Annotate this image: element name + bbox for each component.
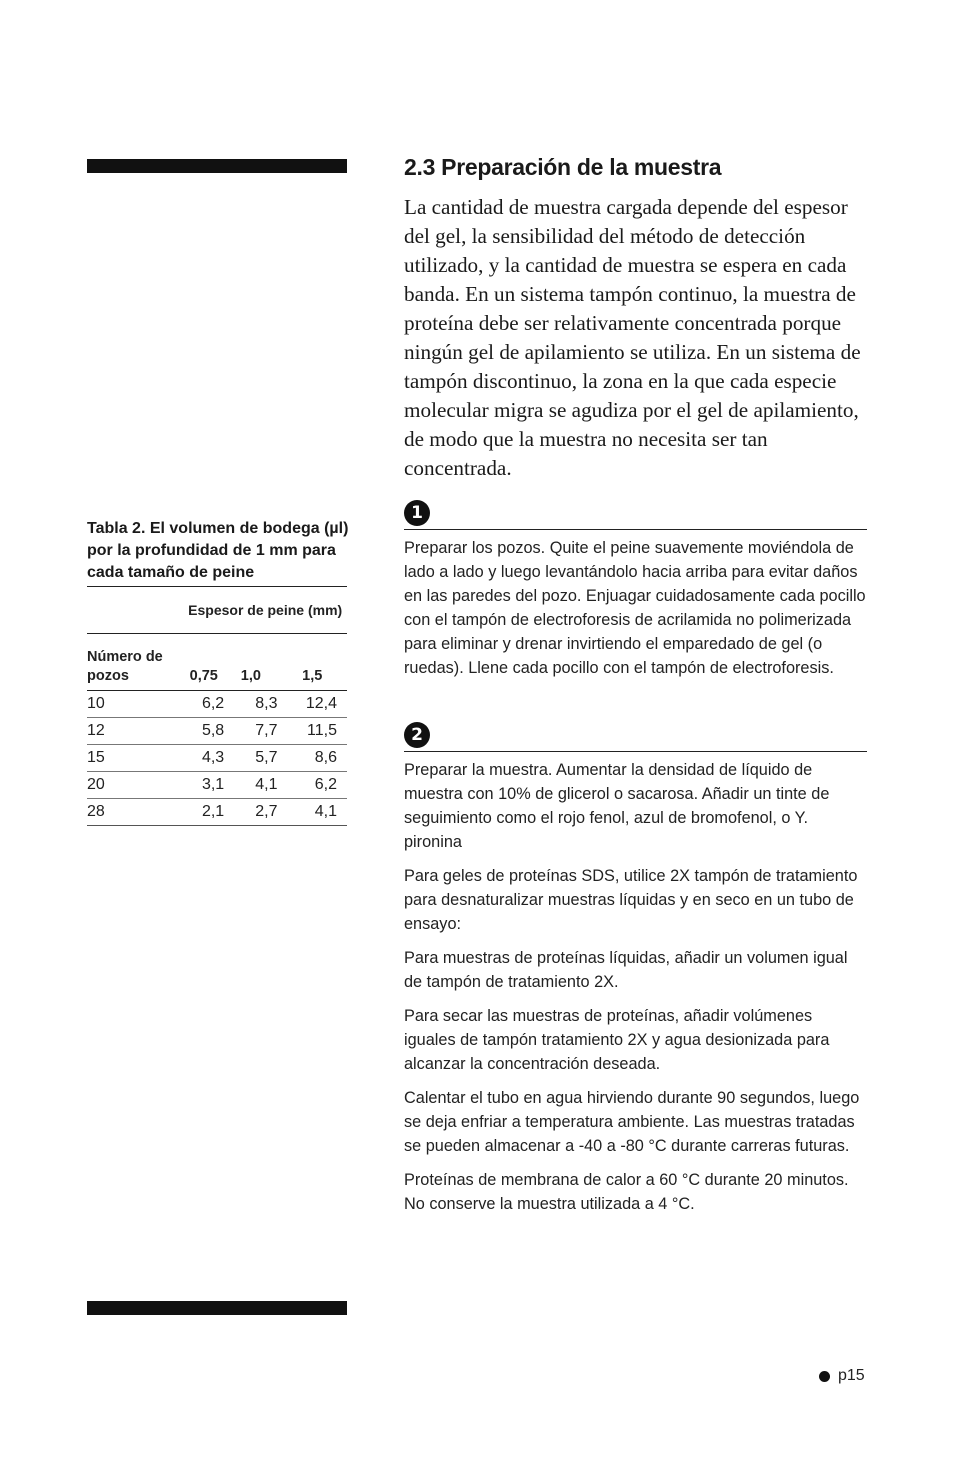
step-paragraph: Para secar las muestras de proteínas, añadir volúmenes iguales de tampón tratamiento 2X y agua desionizada para alcanzar la concentración deseada. [404,1007,830,1073]
table-cell: 8,3 [224,691,277,718]
table-cell: 7,7 [224,718,277,745]
table-cell: 6,2 [277,772,347,799]
table-cell: 10 [87,691,183,718]
span-header: Espesor de peine (mm) [183,587,347,634]
bullet-dot-icon [819,1371,830,1382]
step-1 [404,500,867,690]
column-header: 1,0 [224,634,277,691]
step-paragraph: Proteínas de membrana de calor a 60 °C durante 20 minutos. No conserve la muestra utilizada a 4 °C. [404,1171,849,1213]
table-cell: 6,2 [183,691,224,718]
table-corner-cell [87,587,183,634]
table-cell: 11,5 [277,718,347,745]
section-heading: 2.3 Preparación de la muestra [404,154,722,180]
table-row [87,745,347,772]
step-number-badge: 2 [404,722,430,748]
table-cell: 28 [87,799,183,826]
table-row [87,718,347,745]
page-number [819,1367,865,1385]
table-cell: 20 [87,772,183,799]
step-number-badge: 1 [404,500,430,526]
table-cell: 5,8 [183,718,224,745]
table-cell: 2,1 [183,799,224,826]
step-paragraph: Preparar la muestra. Aumentar la densidad de líquido de muestra con 10% de glicerol o sacarosa. Añadir un tinte de seguimiento como el rojo fenol, azul de bromofenol, o Y. pironina [404,761,830,851]
step-1-body [404,530,867,680]
table-cell: 15 [87,745,183,772]
step-2-body [404,752,867,1216]
column-header: 0,75 [183,634,224,691]
top-decorative-bar [87,159,347,173]
table-row [87,772,347,799]
table-cell: 4,1 [277,799,347,826]
table-cell: 12,4 [277,691,347,718]
table-cell: 4,3 [183,745,224,772]
table-cell: 4,1 [224,772,277,799]
comb-volume-table [87,586,347,826]
page-number-label: p15 [838,1367,865,1384]
table-cell: 2,7 [224,799,277,826]
table-caption: Tabla 2. El volumen de bodega (µl) por la profundidad de 1 mm para cada tamaño de peine [87,520,349,581]
table-row [87,691,347,718]
step-paragraph: Calentar el tubo en agua hirviendo durante 90 segundos, luego se deja enfriar a temperatura ambiente. Las muestras tratadas se pueden almacenar a -40 a -80 °C durante carreras futuras. [404,1089,860,1155]
step-paragraph: Preparar los pozos. Quite el peine suavemente moviéndola de lado a lado y luego levantándolo hacia arriba para evitar daños en las paredes del pozo. Enjuagar cuidadosamente cada pocillo con el tampón de electroforesis de acrilamida no polimerizada para eliminar y drenar invirtiendo el emparedado de gel (o ruedas). Llene cada pocillo con el tampón de electroforesis. [404,539,866,677]
step-paragraph: Para muestras de proteínas líquidas, añadir un volumen igual de tampón de tratamiento 2X. [404,949,848,991]
table-cell: 5,7 [224,745,277,772]
row-header: Número de pozos [87,634,183,691]
section-intro-paragraph: La cantidad de muestra cargada depende del espesor del gel, la sensibilidad del método de detección utilizado, y la cantidad de muestra se espera en cada banda. En un sistema tampón continuo, la muestra de proteína debe ser relativamente concentrada porque ningún gel de apilamiento se utiliza. En un sistema de tampón discontinuo, la zona en la que cada especie molecular migra se agudiza por el gel de apilamiento, de modo que la muestra no necesita ser tan concentrada. [404,195,861,480]
table-row [87,799,347,826]
bottom-decorative-bar [87,1301,347,1315]
table-cell: 12 [87,718,183,745]
table-cell: 8,6 [277,745,347,772]
column-header: 1,5 [277,634,347,691]
step-paragraph: Para geles de proteínas SDS, utilice 2X tampón de tratamiento para desnaturalizar muestras líquidas y en seco en un tubo de ensayo: [404,867,858,933]
table-cell: 3,1 [183,772,224,799]
step-2 [404,722,867,1226]
